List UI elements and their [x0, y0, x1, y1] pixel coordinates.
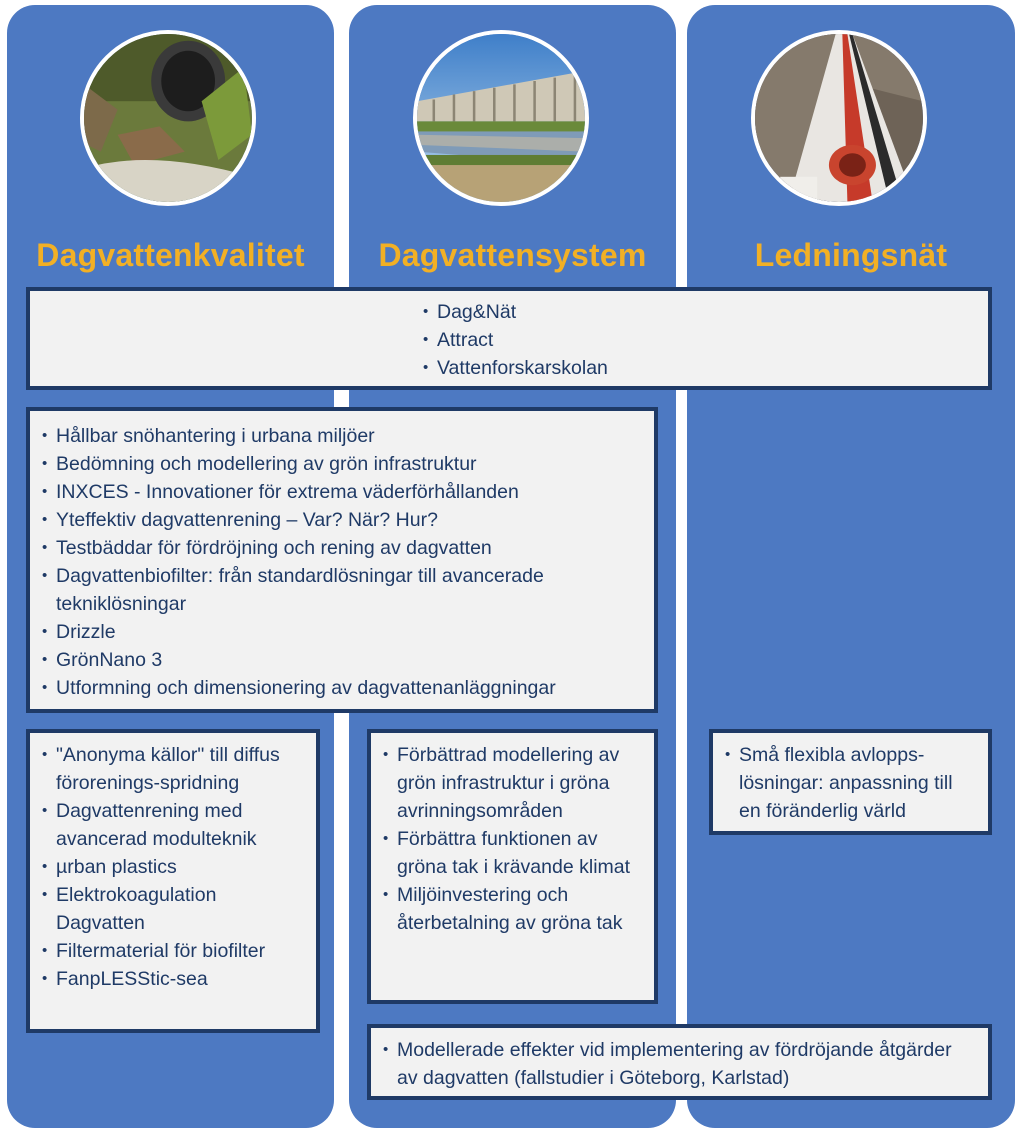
column-ledningsnat [687, 5, 1015, 1128]
pond-building-photo [413, 30, 589, 206]
project-item: • Dag&Nät [423, 298, 608, 326]
column-title: Ledningsnät [754, 237, 948, 273]
project-item: • Förbättrad modellering av grön infrastruktur i gröna avrinningsområden [383, 741, 642, 825]
kvalitet-system-projects-box [26, 407, 658, 713]
project-item: • Yteffektiv dagvattenrening – Var? När? Hur? [42, 506, 642, 534]
project-item: • Testbäddar för fördröjning och rening av dagvatten [42, 534, 642, 562]
project-item: • "Anonyma källor" till diffus förorenings-spridning [42, 741, 304, 797]
project-item: • Drizzle [42, 618, 642, 646]
natverk-projects-box [709, 729, 992, 835]
project-item: • GrönNano 3 [42, 646, 642, 674]
project-item: • Elektrokoagulation Dagvatten [42, 881, 304, 937]
project-item: • FanpLESStic-sea [42, 965, 304, 993]
system-natverk-projects-box [367, 1024, 992, 1100]
culvert-photo [80, 30, 256, 206]
shared-projects-box [26, 287, 992, 390]
project-item: • Små flexibla avlopps-lösningar: anpassning till en föränderlig värld [725, 741, 976, 825]
project-item: • Vattenforskarskolan [423, 354, 608, 382]
kvalitet-projects-box [26, 729, 320, 1033]
project-item: • Miljöinvestering och återbetalning av gröna tak [383, 881, 642, 937]
column-title: Dagvattensystem [378, 237, 647, 273]
project-item: • Dagvattenbiofilter: från standardlösningar till avancerade tekniklösningar [42, 562, 642, 618]
project-item: • INXCES - Innovationer för extrema väderförhållanden [42, 478, 642, 506]
project-item: • Bedömning och modellering av grön infrastruktur [42, 450, 642, 478]
system-projects-box [367, 729, 658, 1004]
project-item: • Modellerade effekter vid implementering av fördröjande åtgärder av dagvatten (fallstudier i Göteborg, Karlstad) [383, 1036, 976, 1092]
project-item: • Utformning och dimensionering av dagvattenanläggningar [42, 674, 642, 702]
project-item: • Förbättra funktionen av gröna tak i krävande klimat [383, 825, 642, 881]
pipe-trench-photo [751, 30, 927, 206]
project-item: • Attract [423, 326, 608, 354]
project-item: • Dagvattenrening med avancerad modulteknik [42, 797, 304, 853]
project-item: • Filtermaterial för biofilter [42, 937, 304, 965]
project-item: • Hållbar snöhantering i urbana miljöer [42, 422, 642, 450]
project-item: • µrban plastics [42, 853, 304, 881]
column-title: Dagvattenkvalitet [36, 237, 305, 273]
